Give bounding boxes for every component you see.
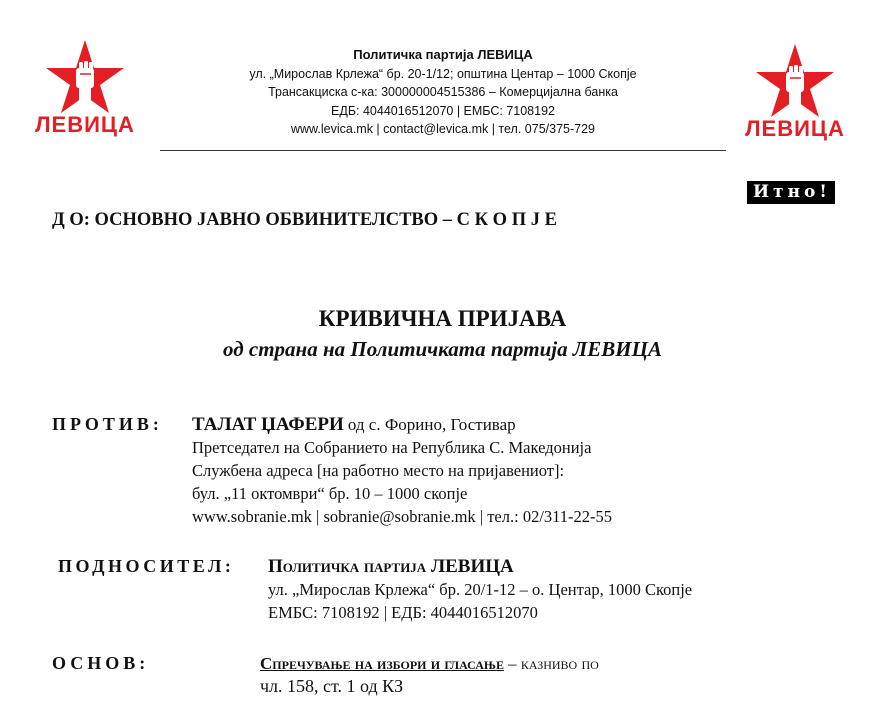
filer-block: [268, 555, 692, 624]
filer-ids: ЕМБС: 7108192 | ЕДБ: 4044016512070: [268, 603, 538, 622]
recipient-line: Д О: ОСНОВНО ЈАВНО ОБВИНИТЕЛСТВО – С К О П Ј Е: [52, 210, 557, 230]
against-block: [192, 413, 612, 528]
document-subtitle: од страна на Политичката партија ЛЕВИЦА: [223, 337, 662, 361]
letterhead-org: Политичка партија ЛЕВИЦА: [353, 47, 533, 62]
filer-name: Политичка партија ЛЕВИЦА: [268, 556, 514, 577]
document-title: КРИВИЧНА ПРИЈАВА: [318, 306, 567, 331]
header-divider: [160, 150, 726, 151]
basis-block: [260, 652, 599, 698]
levica-logo-left: [30, 38, 140, 138]
letterhead: [160, 46, 726, 139]
law-reference: чл. 158, ст. 1 од КЗ: [260, 676, 404, 696]
red-star-fist-icon: [740, 42, 850, 120]
against-label: ПРОТИВ:: [52, 414, 163, 434]
accused-name: ТАЛАТ ЏАФЕРИ: [192, 414, 344, 435]
letterhead-bank: [160, 83, 726, 102]
red-star-fist-icon: [30, 38, 140, 116]
filer-label: ПОДНОСИТЕЛ:: [58, 556, 235, 576]
logo-wordmark: ЛЕВИЦА: [35, 112, 135, 137]
accused-address-label: Службена адреса [на работно место на пријавениот]:: [192, 461, 565, 480]
urgent-badge: Итно!: [747, 181, 835, 204]
accused-address: бул. „11 октомври“ бр. 10 – 1000 скопје: [192, 484, 468, 503]
accused-origin: од с. Форино, Гостивар: [347, 415, 516, 434]
filer-address: ул. „Мирослав Крлежа“ бр. 20/1-12 – о. Центар, 1000 Скопје: [268, 580, 693, 599]
accused-role: Претседател на Собранието на Република С. Македонија: [192, 438, 592, 457]
crime-name: Спречување на избори и гласање: [260, 654, 504, 673]
accused-contact: www.sobranie.mk | sobranie@sobranie.mk | тел.: 02/311-22-55: [192, 507, 613, 526]
logo-wordmark: ЛЕВИЦА: [745, 116, 845, 141]
basis-label: ОСНОВ:: [52, 653, 150, 673]
letterhead-address: ул. „Мирослав Крлежа“ бр. 20-1/12; општина Центар – 1000 Скопје: [249, 66, 637, 81]
letterhead-ids: ЕДБ: 4044016512070 | ЕМБС: 7108192: [331, 103, 555, 118]
letterhead-contact: www.levica.mk | contact@levica.mk | тел. 075/375-729: [291, 122, 595, 136]
punishable-text: – казниво по: [508, 654, 599, 673]
bank-value: 300000004515386 – Комерцијална банка: [381, 85, 618, 99]
bank-label: Трансакциска с-ка:: [268, 85, 378, 99]
levica-logo-right: [740, 42, 850, 142]
